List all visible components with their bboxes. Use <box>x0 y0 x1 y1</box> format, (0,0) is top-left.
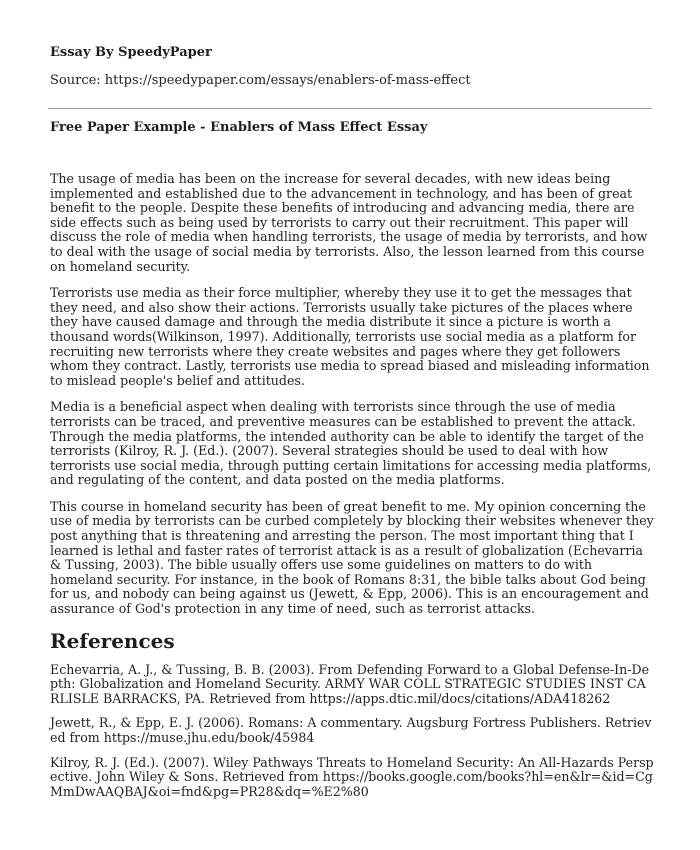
source-line: Source: https://speedypaper.com/essays/enablers-of-mass-effect <box>50 73 471 88</box>
header-divider <box>48 108 652 109</box>
essay-paragraph: Terrorists use media as their force multiplier, whereby they use it to get the messages that they need, and also show their actions. Terrorists usually take pictures of the places where they have caused damage and through the media distribute it since a picture is worth a thousand words(Wilkinson, 1997). Additionally, terrorists use social media as a platform for recruiting new terrorists where they create websites and pages where they get followers whom they contract. Lastly, terrorists use media to spread biased and misleading information to mislead people's belief and attitudes. <box>50 285 650 388</box>
references-heading: References <box>50 628 175 653</box>
essay-body <box>50 172 655 809</box>
paper-title: Free Paper Example - Enablers of Mass Effect Essay <box>50 120 428 135</box>
essay-paragraph: Media is a beneficial aspect when dealing with terrorists since through the use of media terrorists can be traced, and preventive measures can be established to prevent the attack. Through the media platforms, the intended authority can be able to identify the target of the terrorists (Kilroy, R. J. (Ed.). (2007). Several strategies should be used to deal with how terrorists use social media, through putting certain limitations for accessing media platforms, and regulating of the content, and data posted on the media platforms. <box>50 399 652 488</box>
reference-item: Echevarria, A. J., & Tussing, B. B. (2003). From Defending Forward to a Global Defense-In-Depth: Globalization and Homeland Security. ARMY WAR COLL STRATEGIC STUDIES INST CARLISLE BARRACKS, PA. Retrieved from https://apps.dtic.mil/docs/citations/ADA418262 <box>50 661 650 706</box>
essay-paragraph: This course in homeland security has been of great benefit to me. My opinion concerning the use of media by terrorists can be curbed completely by blocking their websites whenever they post anything that is threatening and arresting the person. The most important thing that I learned is lethal and faster rates of terrorist attack is as a result of globalization (Echevarria & Tussing, 2003). The bible usually offers use some guidelines on matters to do with homeland security. For instance, in the book of Romans 8:31, the bible talks about God being for us, and nobody can being against us (Jewett, & Epp, 2006). This is an encouragement and assurance of God's protection in any time of need, such as terrorist attacks. <box>50 498 654 617</box>
essay-paragraph: The usage of media has been on the increase for several decades, with new ideas being implemented and established due to the advancement in technology, and has been of great benefit to the people. Despite these benefits of introducing and advancing media, there are side effects such as being used by terrorists to carry out their recruitment. This paper will discuss the role of media when handling terrorists, the usage of media by terrorists, and how to deal with the usage of social media by terrorists. Also, the lesson learned from this course on homeland security. <box>50 171 648 274</box>
document-header-title: Essay By SpeedyPaper <box>50 45 212 60</box>
reference-item: Jewett, R., & Epp, E. J. (2006). Romans: A commentary. Augsburg Fortress Publishers. Retrieved from https://muse.jhu.edu/book/45984 <box>50 715 652 745</box>
reference-item: Kilroy, R. J. (Ed.). (2007). Wiley Pathways Threats to Homeland Security: An All-Hazards Perspective. John Wiley & Sons. Retrieved from https://books.google.com/books?hl=en&lr=&id=CgMmDwAAQBAJ&oi=fnd&pg=PR28&dq=%E2%80 <box>50 754 654 799</box>
